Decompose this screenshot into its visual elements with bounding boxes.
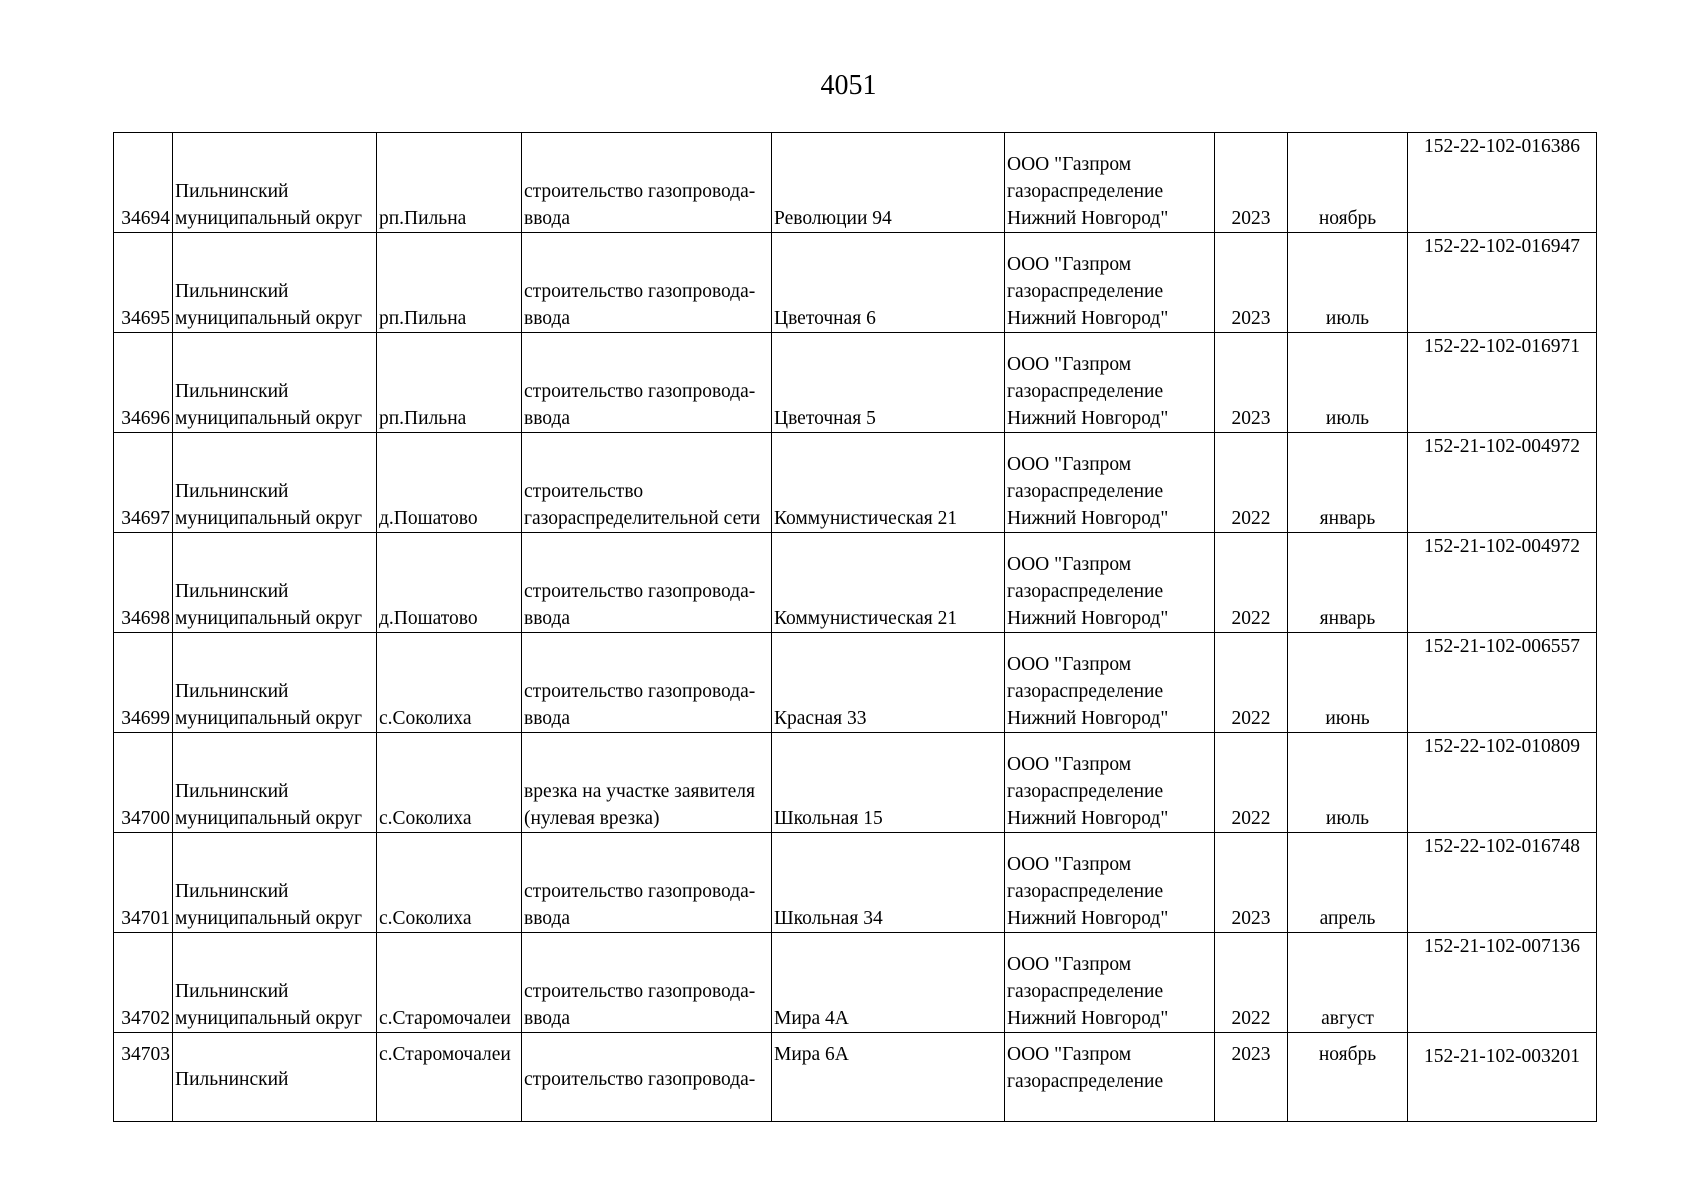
org-line1: ООО "Газпром xyxy=(1007,654,1132,675)
district-cell xyxy=(173,833,377,933)
org-line2: газораспределение xyxy=(1007,781,1164,802)
work-type-cell xyxy=(522,133,772,233)
work-type-cell xyxy=(522,433,772,533)
code-cell: 152-22-102-016947 xyxy=(1408,233,1597,333)
address-cell: Школьная 15 xyxy=(772,733,1005,833)
district-type: муниципальный округ xyxy=(175,1008,363,1029)
work-type-cell xyxy=(522,733,772,833)
code-cell: 152-22-102-010809 xyxy=(1408,733,1597,833)
settlement-cell: рп.Пильна xyxy=(377,233,522,333)
district-name: Пильнинский xyxy=(175,681,289,702)
row-number: 34696 xyxy=(114,333,173,433)
address-cell: Цветочная 6 xyxy=(772,233,1005,333)
org-line1: ООО "Газпром xyxy=(1007,354,1132,375)
year-cell: 2023 xyxy=(1215,233,1288,333)
year-cell: 2022 xyxy=(1215,733,1288,833)
org-line3: Нижний Новгород" xyxy=(1007,1008,1169,1029)
table-row xyxy=(114,533,1597,633)
district-name: Пильнинский xyxy=(175,481,289,502)
district-name: Пильнинский xyxy=(175,881,289,902)
row-number: 34698 xyxy=(114,533,173,633)
settlement-cell: с.Старомочалеи xyxy=(377,1033,522,1122)
district-cell xyxy=(173,333,377,433)
year-cell: 2023 xyxy=(1215,333,1288,433)
organization-cell xyxy=(1005,333,1215,433)
org-line2: газораспределение xyxy=(1007,181,1164,202)
district-cell xyxy=(173,133,377,233)
work-type-line2: ввода xyxy=(524,208,571,229)
month-cell: ноябрь xyxy=(1288,1033,1408,1122)
organization-cell xyxy=(1005,133,1215,233)
district-type: муниципальный округ xyxy=(175,308,363,329)
work-type-cell xyxy=(522,833,772,933)
district-cell xyxy=(173,1033,377,1122)
district-cell xyxy=(173,733,377,833)
work-type-line2: ввода xyxy=(524,908,571,929)
work-type-line2: газораспределительной сети xyxy=(524,508,761,529)
work-type-cell xyxy=(522,533,772,633)
organization-cell xyxy=(1005,233,1215,333)
organization-cell xyxy=(1005,733,1215,833)
org-line2: газораспределение xyxy=(1007,681,1164,702)
settlement-cell: д.Пошатово xyxy=(377,433,522,533)
org-line1: ООО "Газпром xyxy=(1007,754,1132,775)
district-cell xyxy=(173,633,377,733)
org-line2: газораспределение xyxy=(1007,481,1164,502)
org-line2: газораспределение xyxy=(1007,581,1164,602)
month-cell: июль xyxy=(1288,333,1408,433)
month-cell: январь xyxy=(1288,533,1408,633)
organization-cell xyxy=(1005,933,1215,1033)
org-line1: ООО "Газпром xyxy=(1007,854,1132,875)
work-type-line2: ввода xyxy=(524,408,571,429)
month-cell: июль xyxy=(1288,733,1408,833)
address-cell: Красная 33 xyxy=(772,633,1005,733)
district-type: муниципальный округ xyxy=(175,508,363,529)
work-type-line1: строительство газопровода- xyxy=(524,881,756,902)
settlement-cell: с.Соколиха xyxy=(377,733,522,833)
year-cell: 2023 xyxy=(1215,833,1288,933)
work-type-line1: строительство газопровода- xyxy=(524,1069,756,1090)
row-number: 34699 xyxy=(114,633,173,733)
work-type-line1: строительство газопровода- xyxy=(524,281,756,302)
code-cell: 152-22-102-016748 xyxy=(1408,833,1597,933)
row-number: 34694 xyxy=(114,133,173,233)
district-name: Пильнинский xyxy=(175,381,289,402)
work-type-line2: ввода xyxy=(524,708,571,729)
year-cell: 2023 xyxy=(1215,1033,1288,1122)
district-type: муниципальный округ xyxy=(175,408,363,429)
work-type-cell xyxy=(522,633,772,733)
district-cell xyxy=(173,533,377,633)
district-type: муниципальный округ xyxy=(175,708,363,729)
work-type-line1: строительство газопровода- xyxy=(524,181,756,202)
org-line1: ООО "Газпром xyxy=(1007,254,1132,275)
work-type-line1: строительство газопровода- xyxy=(524,381,756,402)
district-name: Пильнинский xyxy=(175,1069,289,1090)
table-row xyxy=(114,833,1597,933)
month-cell: ноябрь xyxy=(1288,133,1408,233)
row-number: 34703 xyxy=(114,1033,173,1122)
org-line1: ООО "Газпром xyxy=(1007,454,1132,475)
table-row xyxy=(114,433,1597,533)
address-cell: Коммунистическая 21 xyxy=(772,433,1005,533)
organization-cell xyxy=(1005,1033,1215,1122)
work-type-cell xyxy=(522,233,772,333)
year-cell: 2022 xyxy=(1215,933,1288,1033)
table-row xyxy=(114,233,1597,333)
settlement-cell: д.Пошатово xyxy=(377,533,522,633)
org-line3: Нижний Новгород" xyxy=(1007,508,1169,529)
month-cell: январь xyxy=(1288,433,1408,533)
table-row xyxy=(114,633,1597,733)
month-cell: июнь xyxy=(1288,633,1408,733)
address-cell: Цветочная 5 xyxy=(772,333,1005,433)
org-line1: ООО "Газпром xyxy=(1007,154,1132,175)
registry-table xyxy=(113,132,1597,1122)
year-cell: 2022 xyxy=(1215,433,1288,533)
district-name: Пильнинский xyxy=(175,181,289,202)
district-type: муниципальный округ xyxy=(175,808,363,829)
code-cell: 152-22-102-016386 xyxy=(1408,133,1597,233)
settlement-cell: с.Старомочалеи xyxy=(377,933,522,1033)
row-number: 34701 xyxy=(114,833,173,933)
organization-cell xyxy=(1005,833,1215,933)
row-number: 34702 xyxy=(114,933,173,1033)
district-name: Пильнинский xyxy=(175,281,289,302)
work-type-line1: строительство газопровода- xyxy=(524,681,756,702)
year-cell: 2023 xyxy=(1215,133,1288,233)
table-row xyxy=(114,133,1597,233)
code-cell: 152-21-102-007136 xyxy=(1408,933,1597,1033)
work-type-cell xyxy=(522,333,772,433)
org-line3: Нижний Новгород" xyxy=(1007,708,1169,729)
address-cell: Мира 4А xyxy=(772,933,1005,1033)
table-row xyxy=(114,733,1597,833)
work-type-line1: строительство газопровода- xyxy=(524,581,756,602)
work-type-line1: врезка на участке заявителя xyxy=(524,781,755,802)
work-type-line1: строительство xyxy=(524,481,644,502)
org-line2: газораспределение xyxy=(1007,881,1164,902)
settlement-cell: с.Соколиха xyxy=(377,633,522,733)
district-type: муниципальный округ xyxy=(175,608,363,629)
settlement-cell: рп.Пильна xyxy=(377,333,522,433)
row-number: 34695 xyxy=(114,233,173,333)
org-line3: Нижний Новгород" xyxy=(1007,408,1169,429)
table-row xyxy=(114,333,1597,433)
month-cell: июль xyxy=(1288,233,1408,333)
work-type-line2: ввода xyxy=(524,608,571,629)
district-cell xyxy=(173,233,377,333)
year-cell: 2022 xyxy=(1215,633,1288,733)
district-type: муниципальный округ xyxy=(175,208,363,229)
organization-cell xyxy=(1005,433,1215,533)
district-name: Пильнинский xyxy=(175,981,289,1002)
month-cell: август xyxy=(1288,933,1408,1033)
org-line3: Нижний Новгород" xyxy=(1007,808,1169,829)
page-number: 4051 xyxy=(820,70,877,101)
address-cell: Революции 94 xyxy=(772,133,1005,233)
month-cell: апрель xyxy=(1288,833,1408,933)
work-type-cell xyxy=(522,1033,772,1122)
settlement-cell: рп.Пильна xyxy=(377,133,522,233)
org-line2: газораспределение xyxy=(1007,981,1164,1002)
settlement-cell: с.Соколиха xyxy=(377,833,522,933)
organization-cell xyxy=(1005,533,1215,633)
year-cell: 2022 xyxy=(1215,533,1288,633)
org-line3: Нижний Новгород" xyxy=(1007,308,1169,329)
district-cell xyxy=(173,933,377,1033)
district-name: Пильнинский xyxy=(175,781,289,802)
address-cell: Мира 6А xyxy=(772,1033,1005,1122)
table-row xyxy=(114,1033,1597,1122)
org-line3: Нижний Новгород" xyxy=(1007,608,1169,629)
district-name: Пильнинский xyxy=(175,581,289,602)
organization-cell xyxy=(1005,633,1215,733)
address-cell: Коммунистическая 21 xyxy=(772,533,1005,633)
address-cell: Школьная 34 xyxy=(772,833,1005,933)
district-cell xyxy=(173,433,377,533)
org-line1: ООО "Газпром xyxy=(1007,954,1132,975)
work-type-line2: ввода xyxy=(524,308,571,329)
org-line1: ООО "Газпром xyxy=(1007,554,1132,575)
registry-body xyxy=(114,133,1597,1122)
work-type-line1: строительство газопровода- xyxy=(524,981,756,1002)
org-line1: ООО "Газпром xyxy=(1007,1044,1132,1065)
row-number: 34697 xyxy=(114,433,173,533)
org-line3: Нижний Новгород" xyxy=(1007,208,1169,229)
org-line3: Нижний Новгород" xyxy=(1007,908,1169,929)
org-line2: газораспределение xyxy=(1007,381,1164,402)
work-type-line2: (нулевая врезка) xyxy=(524,808,660,829)
district-type: муниципальный округ xyxy=(175,908,363,929)
code-cell: 152-21-102-004972 xyxy=(1408,533,1597,633)
code-cell: 152-21-102-004972 xyxy=(1408,433,1597,533)
code-cell: 152-22-102-016971 xyxy=(1408,333,1597,433)
work-type-cell xyxy=(522,933,772,1033)
code-cell: 152-21-102-006557 xyxy=(1408,633,1597,733)
row-number: 34700 xyxy=(114,733,173,833)
org-line2: газораспределение xyxy=(1007,281,1164,302)
table-row xyxy=(114,933,1597,1033)
org-line2: газораспределение xyxy=(1007,1071,1164,1092)
work-type-line2: ввода xyxy=(524,1008,571,1029)
code-cell: 152-21-102-003201 xyxy=(1408,1033,1597,1122)
